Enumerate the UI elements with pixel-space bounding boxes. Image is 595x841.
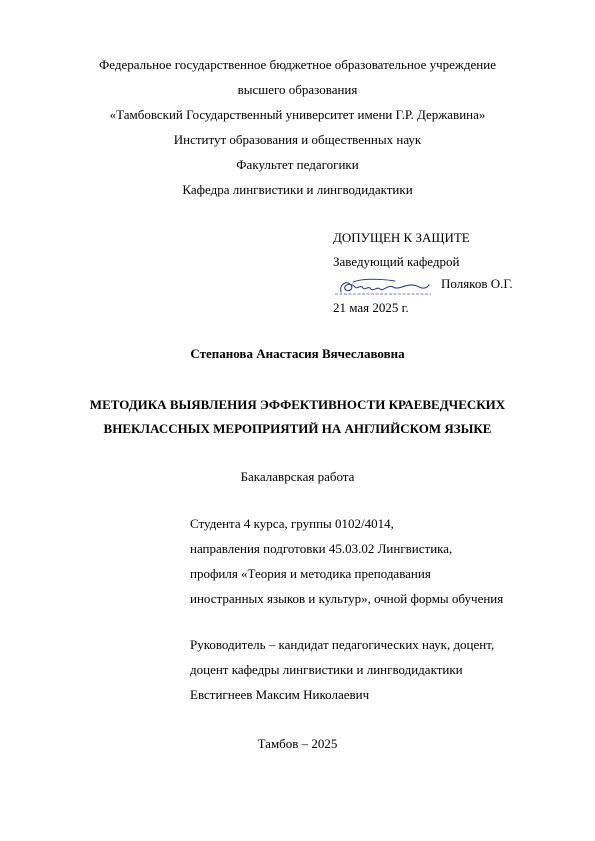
header-organization: Федеральное государственное бюджетное образовательное учреждение: [99, 57, 496, 72]
footer-city-year: Тамбов – 2025: [257, 736, 338, 751]
approval-name: Поляков О.Г.: [441, 276, 513, 291]
header-department: Кафедра лингвистики и лингводидактики: [182, 182, 413, 197]
supervisor-line1: Руководитель – кандидат педагогических наук, доцент,: [190, 637, 495, 652]
student-info-line4: иностранных языков и культур», очной формы обучения: [190, 591, 504, 606]
author-name: Степанова Анастасия Вячеславовна: [190, 346, 405, 361]
header-education-level: высшего образования: [237, 82, 358, 97]
student-info-line2: направления подготовки 45.03.02 Лингвистика,: [190, 541, 453, 556]
approval-title: ДОПУЩЕН К ЗАЩИТЕ: [333, 230, 470, 245]
work-type: Бакалаврская работа: [240, 469, 355, 484]
thesis-title-line1: МЕТОДИКА ВЫЯВЛЕНИЯ ЭФФЕКТИВНОСТИ КРАЕВЕДЧЕСКИХ: [89, 397, 506, 412]
approval-date: 21 мая 2025 г.: [333, 300, 409, 315]
signature-image: [333, 276, 433, 298]
header-university: «Тамбовский Государственный университет имени Г.Р. Державина»: [109, 107, 486, 122]
supervisor-line3: Евстигнеев Максим Николаевич: [190, 687, 370, 702]
student-info-line3: профиля «Теория и методика преподавания: [190, 566, 431, 581]
supervisor-line2: доцент кафедры лингвистики и лингводидактики: [190, 662, 463, 677]
header-faculty: Факультет педагогики: [236, 157, 359, 172]
student-info-line1: Студента 4 курса, группы 0102/4014,: [190, 516, 394, 531]
thesis-title-line2: ВНЕКЛАССНЫХ МЕРОПРИЯТИЙ НА АНГЛИЙСКОМ ЯЗЫКЕ: [103, 421, 492, 436]
header-institute: Институт образования и общественных наук: [173, 132, 422, 147]
approval-role: Заведующий кафедрой: [333, 254, 460, 269]
